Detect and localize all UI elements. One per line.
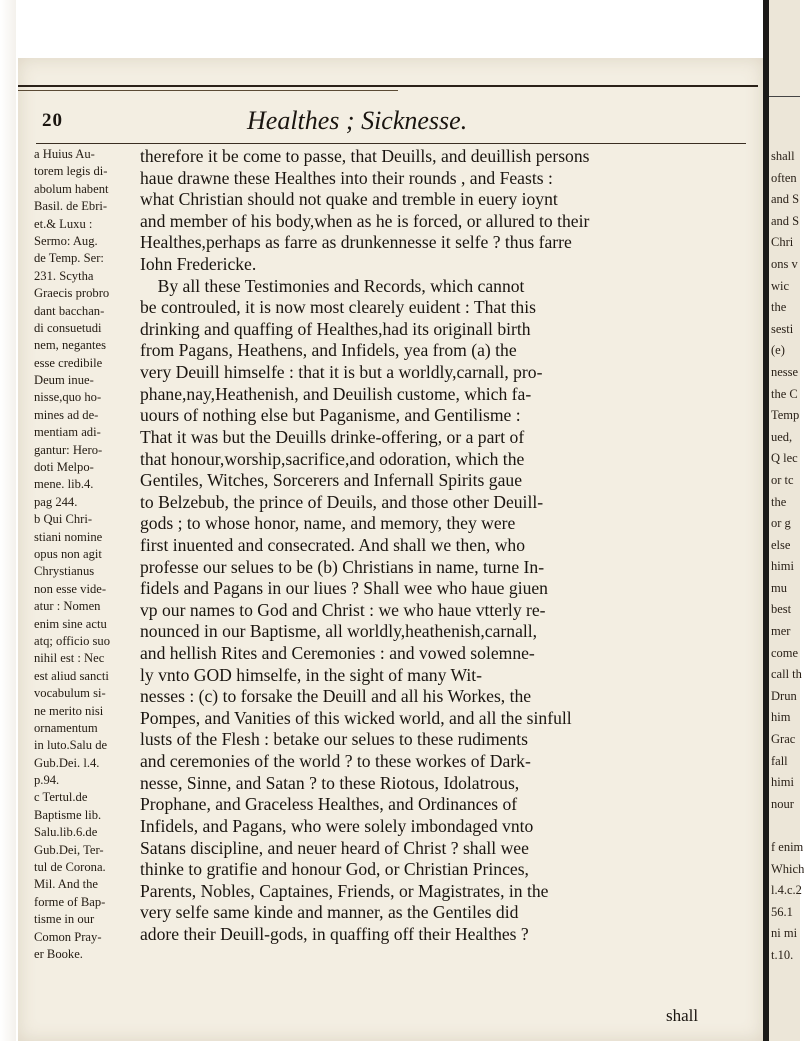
- marginal-note-line: Basil. de Ebri-: [34, 199, 108, 214]
- facing-page-fragment: ons v: [771, 256, 798, 271]
- facing-page-fragment: best: [771, 602, 792, 617]
- facing-page-fragment: ni mi: [771, 926, 798, 941]
- text-line: ly vnto GOD himselfe, in the sight of many Wit-: [140, 664, 483, 685]
- marginal-note-line: forme of Bap-: [34, 894, 106, 909]
- running-head: Healthes ; Sicknesse.: [247, 106, 468, 135]
- text-line: and ceremonies of the world ? to these workes of Dark-: [140, 751, 531, 772]
- facing-page-fragment: Drun: [771, 688, 797, 703]
- text-line: Satans discipline, and neuer heard of Christ ? shall wee: [140, 837, 529, 858]
- text-line: Healthes,perhaps as farre as drunkennesse it selfe ? thus farre: [140, 232, 572, 253]
- marginal-note-line: pag 244.: [34, 494, 78, 509]
- text-line: and member of his body,when as he is forced, or allured to their: [140, 210, 590, 231]
- facing-page-fragment: Grac: [771, 732, 796, 747]
- marginal-note-line: opus non agit: [34, 546, 102, 561]
- marginal-note-line: Comon Pray-: [34, 929, 102, 944]
- scan-margin: [0, 0, 16, 1041]
- facing-page-fragment: (e): [771, 343, 785, 358]
- facing-page-fragment: come: [771, 645, 799, 660]
- header-rule: [36, 143, 746, 144]
- text-line: Pompes, and Vanities of this wicked world, and all the sinfull: [140, 707, 572, 728]
- text-line: nounced in our Baptisme, all worldly,heathenish,carnall,: [140, 621, 538, 642]
- facing-page-fragment: Q lec: [771, 451, 798, 466]
- text-line: very selfe same kinde and manner, as the Gentiles did: [140, 902, 519, 923]
- facing-page-fragment: often: [771, 170, 797, 185]
- text-line: fidels and Pagans in our liues ? Shall wee who haue giuen: [140, 578, 548, 599]
- facing-page-fragment: and S: [771, 192, 800, 207]
- marginal-note-line: stiani nomine: [34, 529, 103, 544]
- marginal-note-line: p.94.: [34, 773, 60, 788]
- text-line: Iohn Fredericke.: [140, 254, 257, 275]
- facing-page-fragment: wic: [771, 278, 790, 293]
- facing-page-fragment: Chri: [771, 235, 794, 250]
- marginal-note-line: enim sine actu: [34, 616, 107, 631]
- marginal-note-line: 231. Scytha: [34, 268, 94, 283]
- facing-page-fragment: Which: [771, 861, 804, 876]
- marginal-note-line: dant bacchan-: [34, 303, 105, 318]
- text-line: Infidels, and Pagans, who were solely imbondaged vnto: [140, 815, 534, 836]
- marginal-note-line: tisme in our: [34, 912, 95, 927]
- text-line: and hellish Rites and Ceremonies : and vowed solemne-: [140, 643, 535, 664]
- text-line: lusts of the Flesh : betake our selues to these rudiments: [140, 729, 528, 750]
- marginal-note-line: b Qui Chri-: [34, 512, 93, 527]
- text-line: that honour,worship,sacrifice,and odoration, which the: [140, 448, 525, 469]
- facing-page-fragment: ued,: [771, 429, 793, 444]
- facing-page-rule: [769, 96, 800, 97]
- facing-page-fragment: t.10.: [771, 947, 794, 962]
- text-line: phane,nay,Heathenish, and Deuilish custome, which fa-: [140, 383, 532, 404]
- facing-page-fragment: Temp: [771, 408, 800, 423]
- marginal-note-line: tul de Corona.: [34, 860, 106, 875]
- marginal-note-line: a Huius Au-: [34, 147, 95, 161]
- text-line: therefore it be come to passe, that Deuills, and deuillish persons: [140, 146, 590, 166]
- facing-page-fragment: else: [771, 537, 791, 552]
- marginal-note-line: mines ad de-: [34, 407, 99, 422]
- marginal-note-line: gantur: Hero-: [34, 442, 103, 457]
- facing-page-fragment: him: [771, 710, 791, 725]
- text-line: By all these Testimonies and Records, which cannot: [140, 275, 525, 296]
- text-line: from Pagans, Heathens, and Infidels, yea from (a) the: [140, 340, 517, 361]
- marginal-note-line: in luto.Salu de: [34, 738, 108, 753]
- text-line: to Belzebub, the prince of Deuils, and those other Deuill-: [140, 491, 544, 512]
- facing-page-fragment: f enim: [771, 840, 804, 854]
- facing-page-fragment: and S: [771, 213, 800, 228]
- catchword: shall: [666, 1006, 699, 1025]
- page-top-border-thin: [18, 90, 398, 91]
- facing-page-fragment: 56.1: [771, 904, 793, 919]
- facing-page-fragment: or g: [771, 516, 791, 531]
- facing-page-fragment: nour: [771, 796, 794, 811]
- facing-page-fragment: mu: [771, 580, 787, 595]
- marginal-note-line: esse credibile: [34, 355, 103, 370]
- facing-page-fragment: the C: [771, 386, 798, 401]
- marginal-note-line: nisse,quo ho-: [34, 390, 102, 405]
- marginal-note-line: abolum habent: [34, 181, 109, 196]
- marginal-note-line: Gub.Dei, Ter-: [34, 842, 104, 857]
- marginal-note-line: ne merito nisi: [34, 703, 104, 718]
- page-top-border: [18, 85, 758, 87]
- marginal-note-line: ornamentum: [34, 720, 98, 735]
- facing-page-fragment: the: [771, 494, 787, 509]
- marginal-note-line: Chrystianus: [34, 564, 95, 579]
- marginal-note-line: atq; officio suo: [34, 633, 111, 648]
- marginal-note-line: di consuetudi: [34, 320, 102, 335]
- text-line: vp our names to God and Christ : we who haue vtterly re-: [140, 599, 546, 620]
- marginal-note-line: non esse vide-: [34, 581, 107, 596]
- text-line: adore their Deuill-gods, in quaffing off their Healthes ?: [140, 923, 529, 944]
- facing-page-fragment: fall: [771, 753, 788, 768]
- facing-page-fragment: the: [771, 300, 787, 315]
- facing-page-fragment: shall: [771, 149, 795, 163]
- marginal-note-line: Mil. And the: [34, 877, 99, 892]
- text-line: That it was but the Deuills drinke-offering, or a part of: [140, 426, 525, 447]
- marginal-notes: [34, 146, 136, 963]
- text-line: Gentiles, Witches, Sorcerers and Infernall Spirits gaue: [140, 470, 523, 491]
- text-line: nesse, Sinne, and Satan ? to these Riotous, Idolatrous,: [140, 772, 520, 793]
- text-line: Parents, Nobles, Captaines, Friends, or Magistrates, in the: [140, 880, 549, 901]
- facing-page-fragment: himi: [771, 559, 794, 574]
- marginal-note-line: est aliud sancti: [34, 668, 109, 683]
- marginal-note-line: torem legis di-: [34, 164, 108, 179]
- marginal-note-line: Gub.Dei. l.4.: [34, 755, 100, 770]
- marginal-note-line: de Temp. Ser:: [34, 251, 104, 266]
- facing-page-fragment: himi: [771, 775, 794, 790]
- marginal-note-line: Salu.lib.6.de: [34, 825, 98, 840]
- text-line: Prophane, and Graceless Healthes, and Ordinances of: [140, 794, 518, 815]
- marginal-note-line: mene. lib.4.: [34, 477, 94, 492]
- text-line: be controuled, it is now most clearely euident : That this: [140, 297, 536, 318]
- marginal-note-line: Sermo: Aug.: [34, 233, 98, 248]
- text-line: uours of nothing else but Paganisme, and Gentilisme :: [140, 405, 521, 426]
- text-line: what Christian should not quake and tremble in euery ioynt: [140, 189, 558, 210]
- marginal-note-line: atur : Nomen: [34, 599, 101, 614]
- text-line: gods ; to whose honor, name, and memory, they were: [140, 513, 516, 534]
- marginal-note-line: er Booke.: [34, 946, 83, 961]
- facing-page-fragment: mer: [771, 624, 791, 639]
- text-line: haue drawne these Healthes into their rounds , and Feasts :: [140, 167, 553, 188]
- text-line: drinking and quaffing of Healthes,had its originall birth: [140, 318, 531, 339]
- text-line: thinke to gratifie and honour God, or Christian Princes,: [140, 859, 529, 880]
- marginal-note-line: Graecis probro: [34, 286, 110, 301]
- text-line: very Deuill himselfe : that it is but a worldly,carnall, pro-: [140, 362, 543, 383]
- marginal-note-line: vocabulum si-: [34, 686, 106, 701]
- marginal-note-line: nem, negantes: [34, 338, 107, 353]
- facing-page-fragment: l.4.c.2: [771, 883, 802, 898]
- facing-page-fragment: call th: [771, 667, 802, 682]
- facing-page-fragment: [771, 815, 800, 837]
- facing-page-edge: [769, 0, 804, 1041]
- marginal-note-line: c Tertul.de: [34, 790, 88, 805]
- marginal-note-line: et.& Luxu :: [34, 216, 93, 231]
- facing-page-fragment: sesti: [771, 321, 794, 336]
- text-line: first inuented and consecrated. And shall we then, who: [140, 534, 526, 555]
- facing-page-fragment: nesse: [771, 364, 799, 379]
- marginal-note-line: Baptisme lib.: [34, 807, 102, 822]
- text-line: professe our selues to be (b) Christians in name, turne In-: [140, 556, 545, 577]
- main-text-block: [140, 146, 740, 946]
- facing-page-fragments: [771, 146, 804, 967]
- marginal-note-line: Deum inue-: [34, 373, 94, 388]
- marginal-note-line: nihil est : Nec: [34, 651, 105, 666]
- marginal-note-line: doti Melpo-: [34, 460, 94, 475]
- text-line: nesses : (c) to forsake the Deuill and all his Workes, the: [140, 686, 532, 707]
- facing-page-fragment: or tc: [771, 472, 794, 487]
- marginal-note-line: mentiam adi-: [34, 425, 101, 440]
- page-number: 20: [42, 110, 63, 131]
